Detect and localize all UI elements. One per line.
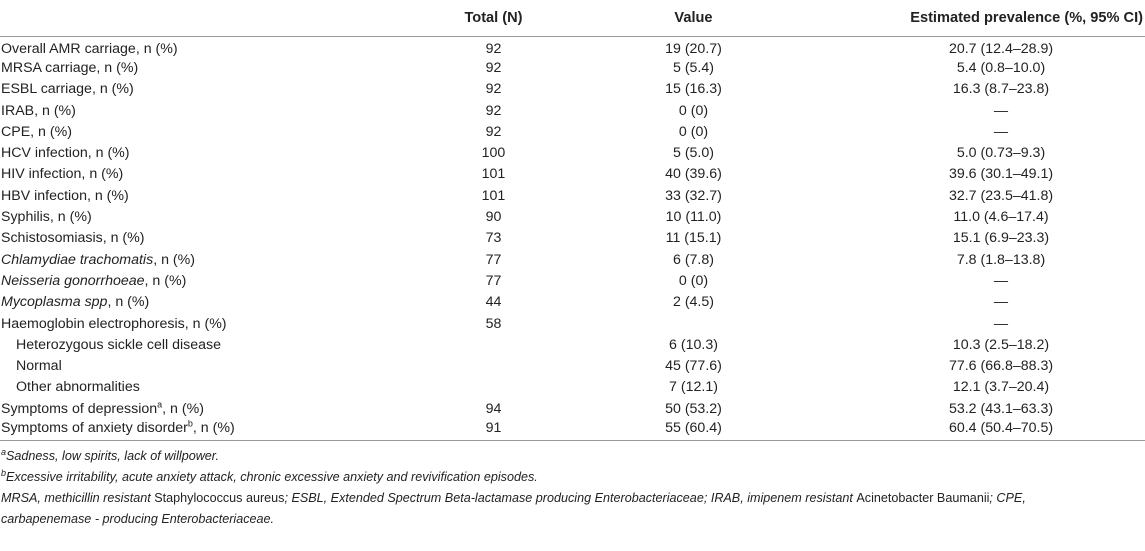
table-row	[0, 377, 1145, 398]
footnote-a-text: Sadness, low spirits, lack of willpower.	[6, 449, 220, 464]
row-label-text: Symptoms of depression	[1, 400, 158, 417]
row-label: HCV infection, n (%)	[1, 145, 130, 162]
footnote-marker: b	[187, 418, 193, 429]
row-value: 0 (0)	[678, 102, 709, 119]
row-prevalence: 10.3 (2.5–18.2)	[952, 336, 1050, 353]
table-row	[0, 57, 1145, 78]
row-prevalence: 20.7 (12.4–28.9)	[948, 40, 1054, 57]
row-value: 5 (5.0)	[672, 145, 714, 162]
row-label	[0, 398, 375, 419]
table-row	[0, 185, 1145, 206]
row-value: 5 (5.4)	[672, 59, 714, 76]
row-value: 15 (16.3)	[665, 81, 722, 98]
row-label-suffix: , n (%)	[162, 400, 204, 417]
table-row	[0, 398, 1145, 419]
row-value	[560, 313, 815, 334]
row-label	[0, 249, 375, 270]
row-prevalence: 32.7 (23.5–41.8)	[948, 187, 1054, 204]
row-label-suffix: , n (%)	[153, 251, 195, 268]
row-label: Schistosomiasis, n (%)	[1, 230, 145, 247]
table-row	[0, 334, 1145, 355]
row-label	[0, 270, 375, 291]
row-value: 40 (39.6)	[665, 166, 722, 183]
row-total: 44	[485, 294, 502, 311]
row-prevalence: 60.4 (50.4–70.5)	[815, 419, 1145, 440]
table-row	[0, 206, 1145, 227]
row-total: 101	[481, 187, 506, 204]
row-prevalence: —	[993, 315, 1009, 332]
row-prevalence: 5.4 (0.8–10.0)	[956, 59, 1046, 76]
table-row	[0, 79, 1145, 100]
row-value: 45 (77.6)	[665, 358, 722, 375]
footnote-b-mark: b	[1, 467, 7, 478]
header-value: Value	[560, 0, 815, 36]
row-value: 11 (15.1)	[665, 230, 722, 247]
header-label	[0, 0, 375, 36]
footnote-b-text: Excessive irritability, acute anxiety attack, chronic excessive anxiety and revivification episodes.	[6, 470, 538, 485]
abbr-species: Acinetobacter Baumanii	[856, 491, 990, 506]
row-prevalence: 5.0 (0.73–9.3)	[956, 145, 1046, 162]
row-label: Haemoglobin electrophoresis, n (%)	[1, 315, 227, 332]
abbr-text: ; CPE,	[989, 491, 1026, 506]
row-label-species: Chlamydiae trachomatis	[1, 251, 154, 268]
row-total: 92	[485, 40, 502, 57]
row-total: 100	[481, 145, 506, 162]
abbr-text: carbapenemase - producing Enterobacteriaceae.	[1, 512, 275, 527]
row-label: HIV infection, n (%)	[1, 166, 124, 183]
row-label-suffix: , n (%)	[144, 272, 187, 289]
row-value: 0 (0)	[678, 123, 709, 140]
footnote-a-mark: a	[1, 446, 7, 457]
table-row	[0, 313, 1145, 334]
table-row	[0, 355, 1145, 376]
row-label-suffix: , n (%)	[107, 294, 150, 311]
row-label	[0, 292, 375, 313]
row-prevalence: 15.1 (6.9–23.3)	[952, 230, 1050, 247]
row-label: MRSA carriage, n (%)	[1, 59, 139, 76]
row-label: Overall AMR carriage, n (%)	[1, 40, 178, 57]
row-value: 50 (53.2)	[665, 400, 722, 417]
row-value: 10 (11.0)	[665, 209, 722, 226]
row-total: 77	[485, 272, 502, 289]
row-total: 92	[485, 59, 502, 76]
table-row	[0, 270, 1145, 291]
row-prevalence: 7.8 (1.8–13.8)	[956, 251, 1046, 268]
row-prevalence: —	[993, 123, 1009, 140]
row-prevalence: 12.1 (3.7–20.4)	[952, 379, 1050, 396]
table-row	[0, 164, 1145, 185]
row-prevalence: 11.0 (4.6–17.4)	[953, 209, 1049, 226]
row-label: Other abnormalities	[16, 379, 140, 396]
row-label: Normal	[16, 358, 62, 375]
row-value: 6 (7.8)	[672, 251, 714, 268]
table-row	[0, 100, 1145, 121]
row-value: 0 (0)	[678, 272, 709, 289]
header-prevalence: Estimated prevalence (%, 95% CI)	[815, 0, 1145, 36]
row-label: CPE, n (%)	[1, 123, 72, 140]
table-row	[0, 228, 1145, 249]
row-value: 33 (32.7)	[665, 187, 722, 204]
table-header	[0, 0, 1145, 36]
header-row	[0, 0, 1145, 36]
table-body	[0, 36, 1145, 441]
row-value: 55 (60.4)	[560, 419, 815, 440]
row-label: IRAB, n (%)	[1, 102, 76, 119]
row-total: 94	[485, 400, 502, 417]
row-prevalence: —	[993, 272, 1009, 289]
row-total: 77	[485, 251, 502, 268]
header-total: Total (N)	[375, 0, 560, 36]
table-row	[0, 36, 1145, 57]
row-value: 7 (12.1)	[669, 379, 718, 396]
row-label	[0, 419, 375, 440]
row-total	[375, 355, 560, 376]
row-prevalence: 16.3 (8.7–23.8)	[952, 81, 1050, 98]
table-row	[0, 419, 1145, 440]
table-row	[0, 292, 1145, 313]
row-prevalence: 39.6 (30.1–49.1)	[948, 166, 1054, 183]
table-row	[0, 142, 1145, 163]
abbr-text: ; ESBL, Extended Spectrum Beta-lactamase producing Enterobacteriaceae; IRAB, imipenem resistant	[284, 491, 857, 506]
row-total: 91	[375, 419, 560, 440]
row-label: Syphilis, n (%)	[1, 209, 92, 226]
table-row	[0, 121, 1145, 142]
row-label-suffix: , n (%)	[192, 420, 235, 437]
row-total: 92	[485, 123, 502, 140]
row-label-text: Symptoms of anxiety disorder	[1, 420, 188, 437]
footnote-marker: a	[157, 398, 163, 409]
row-total	[375, 334, 560, 355]
table-footnotes	[0, 446, 1145, 530]
table-row	[0, 249, 1145, 270]
row-total	[375, 377, 560, 398]
footnote-b	[1, 467, 1145, 488]
row-label: Heterozygous sickle cell disease	[16, 336, 222, 353]
row-label: HBV infection, n (%)	[1, 187, 129, 204]
row-label: ESBL carriage, n (%)	[1, 81, 134, 98]
row-prevalence: —	[993, 102, 1009, 119]
row-total: 90	[485, 209, 502, 226]
row-value: 19 (20.7)	[665, 40, 722, 57]
row-value: 2 (4.5)	[672, 294, 714, 311]
row-label-species: Neisseria gonorrhoeae	[1, 272, 145, 289]
row-total: 73	[485, 230, 502, 247]
abbr-species: Staphylococcus aureus	[154, 491, 285, 506]
row-prevalence: 53.2 (43.1–63.3)	[948, 400, 1054, 417]
row-total: 92	[485, 81, 502, 98]
row-total: 92	[485, 102, 502, 119]
row-label-species: Mycoplasma spp	[1, 294, 108, 311]
row-total: 58	[485, 315, 502, 332]
footnote-a	[1, 446, 1145, 467]
footnote-abbreviations-cont	[1, 509, 1145, 530]
row-total: 101	[481, 166, 506, 183]
row-prevalence: —	[993, 294, 1009, 311]
footnote-abbreviations	[1, 488, 1145, 509]
row-prevalence: 77.6 (66.8–88.3)	[948, 358, 1054, 375]
abbr-text: MRSA, methicillin resistant	[1, 491, 155, 506]
row-value: 6 (10.3)	[669, 336, 718, 353]
